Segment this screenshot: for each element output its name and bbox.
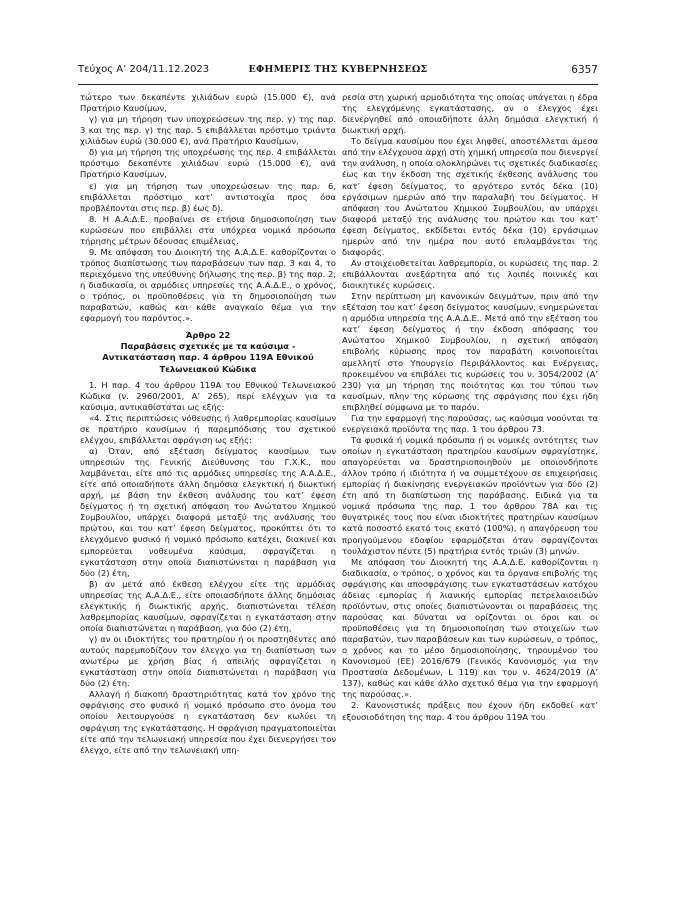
article-number: Άρθρο 22 [185, 330, 231, 341]
right-column [342, 92, 598, 892]
paragraph: δ) για μη τήρηση της υποχρέωσης της περ. 4 επιβάλλεται πρόστιμο δεκαπέντε χιλιάδων ευρώ (15.000 €), ανά Πρατήριο Καυσίμων, [80, 147, 336, 180]
paragraph: Αλλαγή ή διακοπή δραστηριότητας κατά τον χρόνο της σφράγισης στο φυσικό ή νομικό πρόσωπο στο όνομα του οποίου λειτουργούσε η εγκατάσταση δεν κωλύει τη σφράγιση της εγκατάστασης. Η σφράγιση πραγματοποιείται είτε από την τελωνειακή υπηρεσία που έχει διενεργήσει τον έλεγχο, είτε από την τελωνειακή υπη- [80, 689, 336, 755]
paragraph: ρεσία στη χωρική αρμοδιότητα της οποίας υπάγεται η έδρα της ελεγχόμενης εγκατάστασης, αν ο έλεγχος έχει διενεργηθεί από οποιαδήποτε άλλη δημόσια ελεγκτική ή διωκτική αρχή. [342, 92, 598, 136]
paragraph: τώτερο των δεκαπέντε χιλιάδων ευρώ (15.000 €), ανά Πρατήριο Καυσίμων, [80, 92, 336, 114]
gazette-title: ΕΦΗΜΕΡΙΣ ΤΗΣ ΚΥΒΕΡΝΗΣΕΩΣ [248, 64, 428, 75]
paragraph: «4. Στις περιπτώσεις νόθευσης ή λαθρεμπορίας καυσίμων σε πρατήριο καυσίμων ή παρεμπόδισης του σχετικού ελέγχου, επιβάλλεται σφράγιση ως εξής: [80, 412, 336, 445]
paragraph: 2. Κανονιστικές πράξεις που έχουν ήδη εκδοθεί κατ’ εξουσιοδότηση της παρ. 4 του άρθρου 119Α του [342, 700, 598, 722]
page-header [78, 64, 598, 78]
header-rule [78, 84, 598, 85]
paragraph: ε) για μη τήρηση των υποχρεώσεων της παρ. 6, επιβάλλεται πρόστιμο κατ’ αντιστοιχία προς όσα προβλέπονται στις περ. β) έως δ). [80, 180, 336, 213]
paragraph: γ) για μη τήρηση των υποχρεώσεων της περ. γ) της παρ. 3 και της περ. γ) της παρ. 5 επιβάλλεται πρόστιμο τριάντα χιλιάδων ευρώ (30.000 €), ανά Πρατήριο Καυσίμων, [80, 114, 336, 147]
left-column [80, 92, 336, 892]
paragraph: β) αν μετά από έκθεση ελέγχου είτε της αρμόδιας υπηρεσίας της Α.Α.Δ.Ε., είτε οποιασδήποτε άλλης δημόσιας ελεγκτικής ή διωκτικής αρχής, διαπιστώνεται τέλεση λαθρεμπορίας καυσίμων, σφραγίζεται η εγκατάσταση στην οποία διαπιστώνεται η παράβαση, για δύο (2) έτη, [80, 578, 336, 633]
paragraph: Τα φυσικά ή νομικά πρόσωπα ή οι νομικές οντότητες των οποίων η εγκατάσταση πρατηρίου καυσίμων σφραγίστηκε, απαγορεύεται να δραστηριοποιηθούν με οποιονδήποτε άλλον τρόπο ή ιδιότητα ή να συμμετέχουν σε επιχειρήσεις εμπορίας ή διακίνησης ενεργειακών προϊόντων για δύο (2) έτη από τη διαπίστωση της παράβασης. Ειδικά για τα νομικά πρόσωπα της παρ. 1 του άρθρου 78Α και τις θυγατρικές τους που είναι ιδιοκτήτες πρατηρίων καυσίμων κατά ποσοστό εκατό τοις εκατό (100%), η απαγόρευση του προηγούμενου εδαφίου εφαρμόζεται όταν σφραγίζονται τουλάχιστον πέντε (5) πρατήρια εντός τριών (3) μηνών. [342, 434, 598, 556]
article-heading-line: Τελωνειακού Κώδικα [159, 363, 257, 374]
paragraph: Με απόφαση του Διοικητή της Α.Α.Δ.Ε. καθορίζονται η διαδικασία, ο τρόπος, ο χρόνος και τα όργανα επιβολής της σφράγισης και αποσφράγισης των εγκαταστάσεων κατόχου άδειας εμπορίας ή λιανικής εμπορίας πετρελαιοειδών προϊόντων, στις οποίες διαπιστώνονται οι παραβάσεις της παρούσας και δύναται να ορίζονται οι όροι και οι προϋποθέσεις για τη δημοσιοποίηση των στοιχείων των παραβατών, των παραβάσεων και των κυρώσεων, ο τρόπος, ο χρόνος και το μέσο δημοσιοποίησης, τηρουμένου του Κανονισμού (ΕΕ) 2016/679 (Γενικός Κανονισμός για την Προστασία Δεδομένων, L 119) και του ν. 4624/2019 (Α’ 137), καθώς και κάθε άλλο σχετικό θέμα για την εφαρμογή της παρούσας.». [342, 556, 598, 700]
paragraph: 1. Η παρ. 4 του άρθρου 119Α του Εθνικού Τελωνειακού Κώδικα (ν. 2960/2001, Α’ 265), περί ελέγχων για τα καύσιμα, αντικαθίσταται ως εξής: [80, 379, 336, 412]
paragraph: 8. Η Α.Α.Δ.Ε. προβαίνει σε ετήσια δημοσιοποίηση των κυρώσεων που επιβάλλει στα υπόχρεα νομικά πρόσωπα τήρησης μέτρων δέουσας επιμέλειας. [80, 213, 336, 246]
paragraph: γ) αν οι ιδιοκτήτες του πρατηρίου ή οι προστηθέντες από αυτούς παρεμποδίζουν τον έλεγχο για τη διαπίστωση των ανωτέρω με χρήση βίας ή απειλής σφραγίζεται η εγκατάσταση στην οποία διαπιστώνεται η παράβαση για δύο (2) έτη. [80, 634, 336, 689]
article-title [80, 330, 336, 374]
paragraph: α) Όταν, από εξέταση δείγματος καυσίμων των υπηρεσιών της Γενικής Διεύθυνσης του Γ.Χ.Κ., που λαμβάνεται, είτε από τις αρμόδιες υπηρεσίες της Α.Α.Δ.Ε., είτε από οποιαδήποτε άλλη δημόσια ελεγκτική ή διωκτική αρχή, με βάση την έκθεση ανάλυσης του κατ’ έφεση δείγματος ή τη σχετική απόφαση του Ανώτατου Χημικού Συμβουλίου, υπάρχει διαφορά μεταξύ της ανάλυσης του πρώτου, και του κατ’ έφεση δείγματος, προκύπτει ότι το ελεγχόμενο φυσικό ή νομικό πρόσωπο κατέχει, διακινεί και εμπορεύεται νοθευμένα καύσιμα, σφραγίζεται η εγκατάσταση στην οποία διαπιστώνεται η παράβαση για δύο (2) έτη, [80, 445, 336, 578]
page-number: 6357 [571, 64, 598, 76]
paragraph: Αν στοιχειοθετείται λαθρεμπορία, οι κυρώσεις της παρ. 2 επιβάλλονται ανεξάρτητα από τις λοιπές ποινικές και διοικητικές κυρώσεις. [342, 257, 598, 291]
paragraph: Για την εφαρμογή της παρούσας, ως καύσιμα νοούνται τα ενεργειακά προϊόντα της παρ. 1 του άρθρου 73. [342, 412, 598, 434]
issue-label: Τεύχος Α’ 204/11.12.2023 [78, 64, 210, 75]
paragraph: Στην περίπτωση μη κανονικών δειγμάτων, πριν από την εξέταση του κατ’ έφεση δείγματος καυσίμων, ενημερώνεται η αρμόδια υπηρεσία της Α.Α.Δ.Ε.. Μετά από την εξέταση του κατ’ έφεση δείγματος ή την έκδοση απόφασης του Ανώτατου Χημικού Συμβουλίου, η σχετική απόφαση επιβολής κύρωσης προς τον παραβάτη κοινοποιείται αμελλητί στο Υπουργείο Περιβάλλοντος και Ενέργειας, προκειμένου να επιβάλει τις κυρώσεις του ν. 3054/2002 (Α’ 230) για μη τήρηση της ποιότητας και του τύπου των καυσίμων, πλην της κύρωσης της σφράγισης που έχει ήδη επιβληθεί σύμφωνα με το παρόν. [342, 291, 598, 412]
article-heading-line: Παραβάσεις σχετικές με τα καύσιμα - [120, 341, 296, 352]
article-heading-line: Αντικατάσταση παρ. 4 άρθρου 119Α Εθνικού [102, 352, 314, 363]
paragraph: 9. Με απόφαση του Διοικητή της Α.Α.Δ.Ε. καθορίζονται ο τρόπος διαπίστωσης των παραβάσεων των παρ. 3 και 4, το περιεχόμενο της υπεύθυνης δήλωσης της περ. β) της παρ. 2, η διαδικασία, οι αρμόδιες υπηρεσίες της Α.Α.Δ.Ε., ο χρόνος, ο τρόπος, οι προϋποθέσεις για τη δημοσιοποίηση των παραβατών, καθώς και κάθε αναγκαίο θέμα για την εφαρμογή του παρόντος.». [80, 246, 336, 324]
paragraph: Το δείγμα καυσίμου που έχει ληφθεί, αποστέλλεται άμεσα από την ελέγχουσα αρχή στη χημική υπηρεσία που διενεργεί την ανάλυση, η οποία ολοκληρώνει τις σχετικές διαδικασίες έως και την έκδοση της σχετικής έκθεσης ανάλυσης του κατ’ έφεση δείγματος, το αργότερο εντός δέκα (10) εργάσιμων ημερών από την παραλαβή του δείγματος. Η απόφαση του Ανώτατου Χημικού Συμβουλίου, αν υπάρχει διαφορά μεταξύ της ανάλυσης του πρώτου και του κατ’ έφεση δείγματος, εκδίδεται εντός δέκα (10) εργάσιμων ημερών από την ημέρα που αυτό επιλαμβάνεται της διαφοράς. [342, 136, 598, 257]
